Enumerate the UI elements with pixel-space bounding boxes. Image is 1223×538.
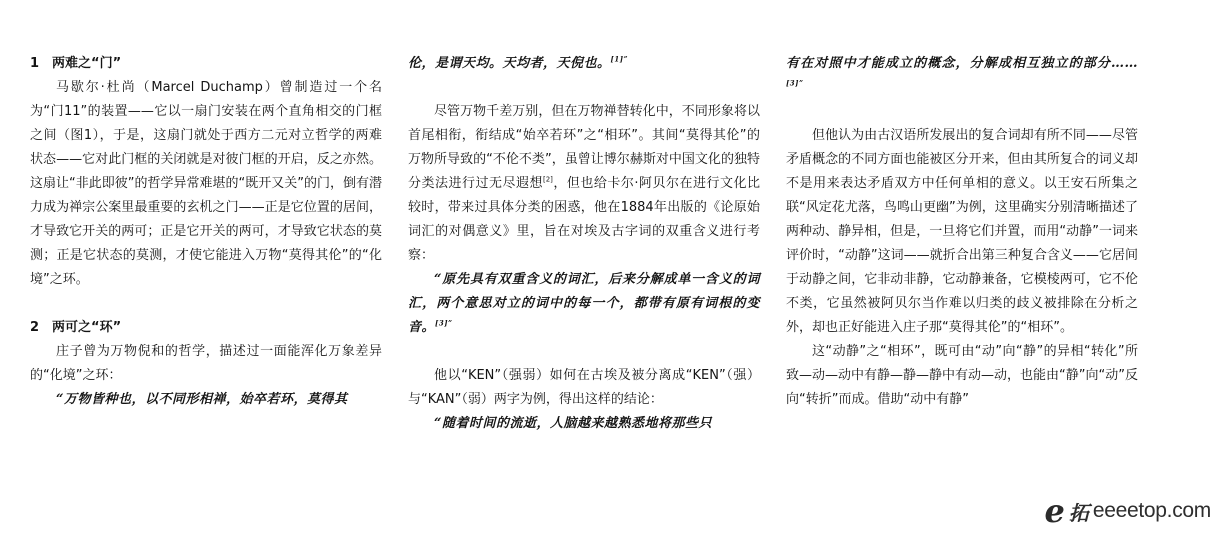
site-watermark (1045, 494, 1211, 528)
paragraph: 马歇尔·杜尚（Marcel Duchamp）曾制造过一个名为“门11”的装置——它以一扇门安装在两个直角相交的门框之间（图1），于是，这扇门就处于西方二元对立哲学的两难状态——它对此门框的关闭就是对彼门框的开启，反之亦然。这扇让“非此即彼”的哲学异常难堪的“既开又关”的门，倒有潜力成为禅宗公案里最重要的玄机之门——正是它位置的居间，才导致它开关的两可；正是它开关的两可，才导致它状态的莫测；正是它状态的莫测，才使它能进入万物“莫得其伦”的“化境”之环。 (30, 80, 382, 287)
paragraph: 这“动静”之“相环”，既可由“动”向“静”的异相“转化”所致—动—动中有静—静—静中有动—动，也能由“静”向“动”反向“转折”而成。借助“动中有静” (786, 344, 1138, 407)
quotation: “万物皆种也，以不同形相禅，始卒若环，莫得其 (56, 392, 348, 407)
footnote-ref: [1]” (610, 54, 629, 64)
footnote-ref: [3]” (786, 78, 804, 88)
section-heading-1: 1 两难之“门” (30, 56, 122, 71)
section-heading-2: 2 两可之“环” (30, 320, 122, 335)
paragraph: 但他认为由古汉语所发展出的复合词却有所不同——尽管矛盾概念的不同方面也能被区分开来，但由其所复合的词义却不是用来表达矛盾双方中任何单相的意义。以王安石所集之联“风定花尤落，鸟鸣山更幽”为例，这里确实分别清晰描述了两种动、静异相，但是，一旦将它们并置，而用“动静”一词来评价时，“动静”这词——就折合出第三种复合含义——它居间于动静之间，它非动非静，它动静兼备，它模棱两可，它不伦不类，它虽然被阿贝尔当作难以归类的歧义被排除在分析之外，却也正好能进入庄子那“莫得其伦”的“相环”。 (786, 128, 1138, 335)
column-1 (30, 52, 382, 412)
paragraph: 庄子曾为万物倪和的哲学，描述过一面能浑化万象差异的“化境”之环： (30, 344, 382, 383)
watermark-url: eeeetop.com (1092, 499, 1211, 522)
footnote-ref: [3]” (435, 318, 453, 328)
watermark-logo-text: 拓 (1068, 500, 1089, 525)
quotation: “原先具有双重含义的词汇，后来分解成单一含义的词汇，两个意思对立的词中的每一个，都带有原有词根的变音。$^{[3]”}$ (408, 272, 760, 335)
quotation: 伦，是谓天均。天均者，天倪也。$^{[1]”}$ (408, 54, 629, 71)
footnote-ref: [2] (542, 175, 553, 184)
column-2 (408, 52, 760, 436)
watermark-logo-icon: e (1044, 492, 1065, 530)
paragraph: 尽管万物千差万别，但在万物禅替转化中，不同形象将以首尾相衔，衔结成“始卒若环”之“相环”。其间“莫得其伦”的万物所导致的“不伦不类”，虽曾让博尔赫斯对中国文化的独特分类法进行过无尽遐想[2]，但也给卡尔·阿贝尔在进行文化比较时，带来过具体分类的困惑，他在1884年出版的《论原始词汇的对偶意义》里，旨在对埃及古字词的双重含义进行考察： (408, 104, 760, 263)
quotation: 有在对照中才能成立的概念，分解成相互独立的部分……$^{[3]”}$ (786, 56, 1138, 88)
paragraph: 他以“KEN”（强弱）如何在古埃及被分离成“KEN”（强）与“KAN”（弱）两字为例，得出这样的结论： (408, 368, 760, 407)
quotation: “随着时间的流逝，人脑越来越熟悉地将那些只 (434, 416, 712, 431)
column-3 (786, 52, 1138, 412)
